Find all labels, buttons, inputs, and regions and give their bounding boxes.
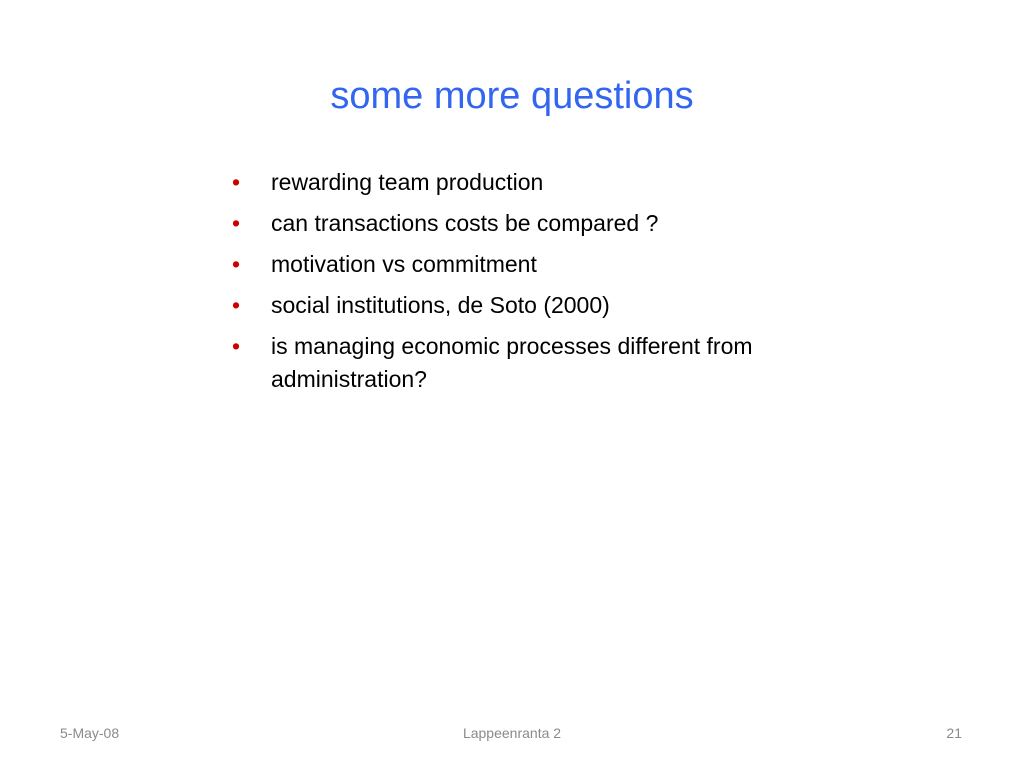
footer-page-number: 21 xyxy=(946,725,962,741)
bullet-text: rewarding team production xyxy=(271,169,544,195)
bullet-text: motivation vs commitment xyxy=(271,251,537,277)
bullet-list xyxy=(232,166,852,404)
bullet-dot-icon: • xyxy=(232,292,241,318)
bullet-text: social institutions, de Soto (2000) xyxy=(271,292,610,318)
bullet-dot-icon: • xyxy=(232,169,241,195)
bullet-item xyxy=(232,330,852,396)
bullet-item xyxy=(232,207,852,240)
bullet-text: can transactions costs be compared ? xyxy=(271,210,659,236)
bullet-item xyxy=(232,248,852,281)
bullet-dot-icon: • xyxy=(232,333,241,359)
bullet-dot-icon: • xyxy=(232,210,241,236)
bullet-item xyxy=(232,166,852,199)
bullet-item xyxy=(232,289,852,322)
bullet-dot-icon: • xyxy=(232,251,241,277)
slide-title: some more questions xyxy=(330,75,694,117)
bullet-text: is managing economic processes different from administration? xyxy=(271,333,753,392)
footer-date: 5-May-08 xyxy=(60,725,120,741)
footer-center-text: Lappeenranta 2 xyxy=(462,725,562,741)
